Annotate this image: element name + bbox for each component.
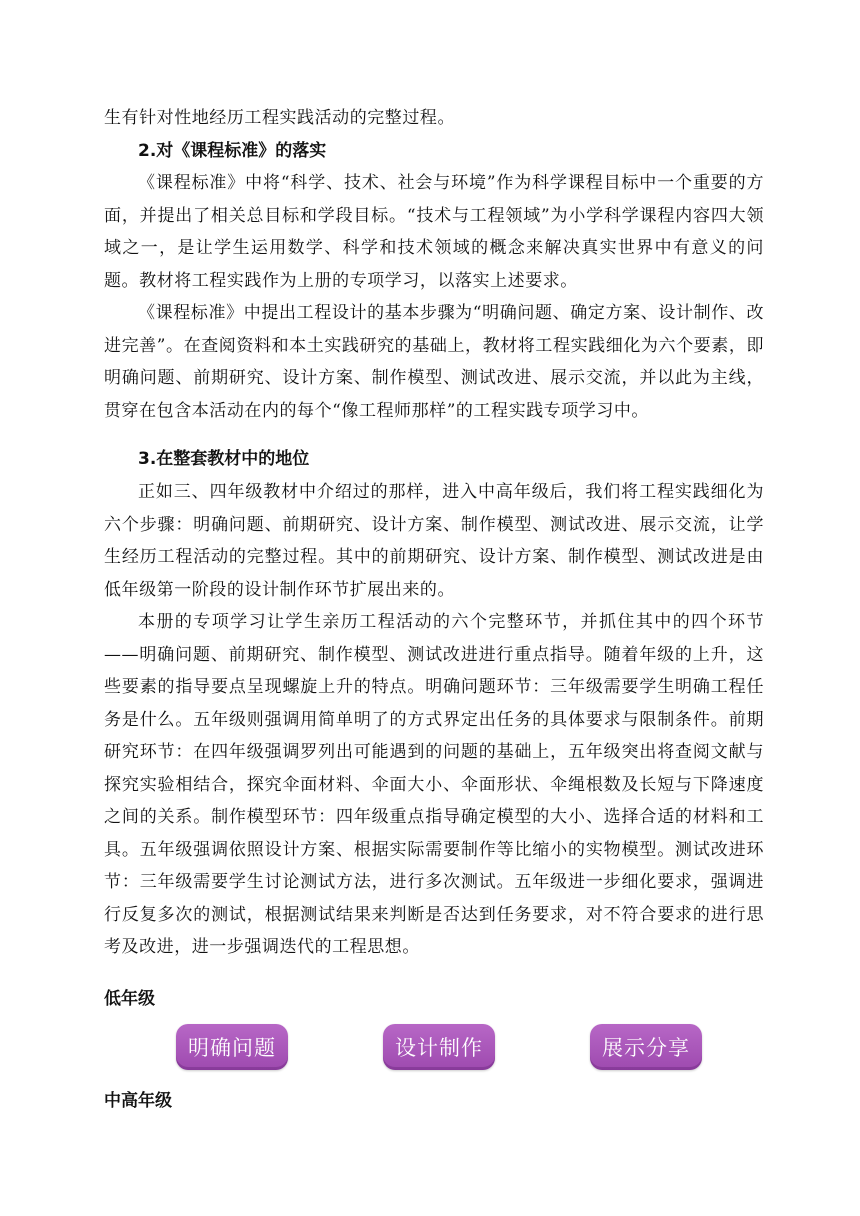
step-pill-design-make: 设计制作: [383, 1024, 495, 1070]
paragraph-design-steps: 《课程标准》中提出工程设计的基本步骤为“明确问题、确定方案、设计制作、改进完善”。在查阅资料和本土实践研究的基础上，教材将工程实践细化为六个要素，即明确问题、前期研究、设计方案、制作模型、测试改进、展示交流，并以此为主线，贯穿在包含本活动在内的每个“像工程师那样”的工程实践专项学习中。: [104, 303, 764, 421]
paragraph-continued: 生有针对性地经历工程实践活动的完整过程。: [104, 108, 455, 128]
section-heading-2: 2.对《课程标准》的落实: [138, 141, 327, 161]
low-grade-label: 低年级: [104, 989, 155, 1009]
paragraph-position: 正如三、四年级教材中介绍过的那样，进入中高年级后，我们将工程实践细化为六个步骤：明确问题、前期研究、设计方案、制作模型、测试改进、展示交流，让学生经历工程活动的完整过程。其中的前期研究、设计方案、制作模型、测试改进是由低年级第一阶段的设计制作环节扩展出来的。: [104, 482, 764, 600]
paragraph-volume-focus: 本册的专项学习让学生亲历工程活动的六个完整环节，并抓住其中的四个环节——明确问题、前期研究、制作模型、测试改进进行重点指导。随着年级的上升，这些要素的指导要点呈现螺旋上升的特点。明确问题环节：三年级需要学生明确工程任务是什么。五年级则强调用简单明了的方式界定出任务的具体要求与限制条件。前期研究环节：在四年级强调罗列出可能遇到的问题的基础上，五年级突出将查阅文献与探究实验相结合，探究伞面材料、伞面大小、伞面形状、伞绳根数及长短与下降速度之间的关系。制作模型环节：四年级重点指导确定模型的大小、选择合适的材料和工具。五年级强调依照设计方案、根据实际需要制作等比缩小的实物模型。测试改进环节：三年级需要学生讨论测试方法，进行多次测试。五年级进一步细化要求，强调进行反复多次的测试，根据测试结果来判断是否达到任务要求，对不符合要求的进行思考及改进，进一步强调迭代的工程思想。: [104, 612, 764, 957]
step-pill-define-problem: 明确问题: [176, 1024, 288, 1070]
section-heading-3: 3.在整套教材中的地位: [138, 449, 310, 469]
paragraph-curriculum-standard: 《课程标准》中将“科学、技术、社会与环境”作为科学课程目标中一个重要的方面，并提出了相关总目标和学段目标。“技术与工程领域”为小学科学课程内容四大领域之一，是让学生运用数学、科学和技术领域的概念来解决真实世界中有意义的问题。教材将工程实践作为上册的专项学习，以落实上述要求。: [104, 173, 764, 291]
step-pill-present-share: 展示分享: [590, 1024, 702, 1070]
mid-high-grade-label: 中高年级: [104, 1091, 172, 1111]
